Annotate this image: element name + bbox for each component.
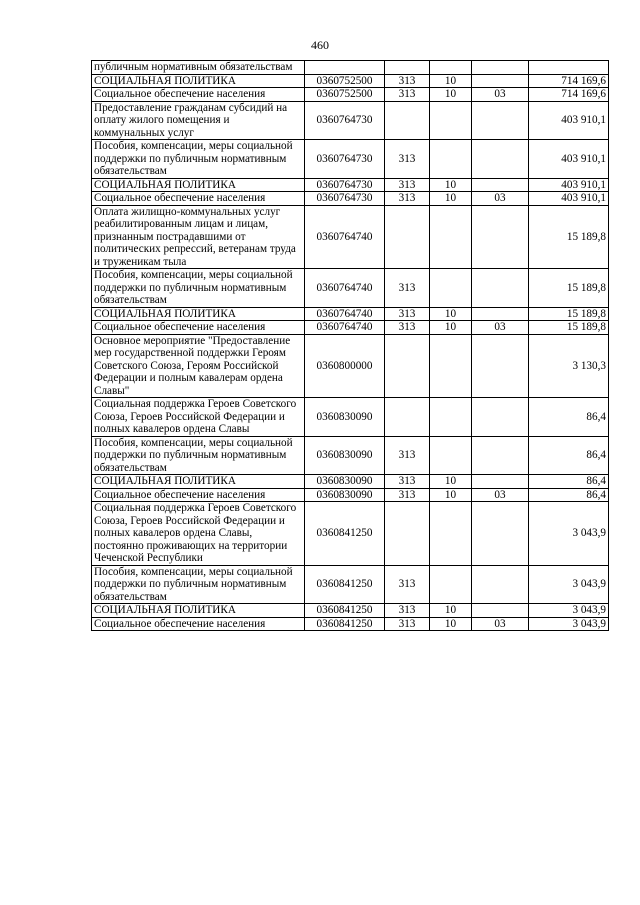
- amount-cell: 714 169,6: [529, 74, 609, 88]
- subsection-code-cell: [472, 398, 529, 437]
- row-name-cell: Социальная поддержка Героев Советского Союза, Героев Российской Федерации и полных кавалеров ордена Славы, постоянно проживающих на территории Чеченской Республики: [92, 502, 305, 566]
- subsection-code-cell: 03: [472, 321, 529, 335]
- subsection-code-cell: 03: [472, 192, 529, 206]
- amount-cell: 86,4: [529, 436, 609, 475]
- target-code-cell: 0360764730: [305, 101, 385, 140]
- section-code-cell: [430, 334, 472, 398]
- row-name-cell: Пособия, компенсации, меры социальной поддержки по публичным нормативным обязательствам: [92, 565, 305, 604]
- amount-cell: 86,4: [529, 488, 609, 502]
- ministry-code-cell: 313: [385, 617, 430, 631]
- subsection-code-cell: [472, 269, 529, 308]
- row-name-cell: Пособия, компенсации, меры социальной поддержки по публичным нормативным обязательствам: [92, 269, 305, 308]
- amount-cell: 86,4: [529, 475, 609, 489]
- page-number: 460: [311, 38, 329, 52]
- row-name-cell: Оплата жилищно-коммунальных услуг реабилитированным лицам и лицам, признанным пострадавшими от политических репрессий, ветеранам труда и труженикам тыла: [92, 205, 305, 269]
- target-code-cell: 0360830090: [305, 436, 385, 475]
- section-code-cell: 10: [430, 488, 472, 502]
- section-code-cell: [430, 61, 472, 75]
- row-name-cell: Социальная поддержка Героев Советского Союза, Героев Российской Федерации и полных кавалеров ордена Славы: [92, 398, 305, 437]
- table-row: [92, 74, 609, 88]
- ministry-code-cell: 313: [385, 88, 430, 102]
- ministry-code-cell: 313: [385, 604, 430, 618]
- section-code-cell: 10: [430, 617, 472, 631]
- row-name-cell: СОЦИАЛЬНАЯ ПОЛИТИКА: [92, 475, 305, 489]
- subsection-code-cell: [472, 101, 529, 140]
- subsection-code-cell: [472, 436, 529, 475]
- section-code-cell: 10: [430, 307, 472, 321]
- budget-table-body: [92, 61, 609, 631]
- section-code-cell: [430, 269, 472, 308]
- ministry-code-cell: [385, 101, 430, 140]
- target-code-cell: 0360764740: [305, 321, 385, 335]
- ministry-code-cell: 313: [385, 140, 430, 179]
- table-row: [92, 475, 609, 489]
- table-row: [92, 488, 609, 502]
- ministry-code-cell: [385, 502, 430, 566]
- target-code-cell: 0360841250: [305, 604, 385, 618]
- row-name-cell: Пособия, компенсации, меры социальной поддержки по публичным нормативным обязательствам: [92, 436, 305, 475]
- subsection-code-cell: 03: [472, 88, 529, 102]
- table-row: [92, 140, 609, 179]
- section-code-cell: 10: [430, 74, 472, 88]
- subsection-code-cell: [472, 334, 529, 398]
- section-code-cell: [430, 436, 472, 475]
- ministry-code-cell: [385, 61, 430, 75]
- table-row: [92, 502, 609, 566]
- table-row: [92, 269, 609, 308]
- table-row: [92, 307, 609, 321]
- target-code-cell: 0360752500: [305, 74, 385, 88]
- row-name-cell: Основное мероприятие "Предоставление мер государственной поддержки Героям Советского Союза, Героям Российской Федерации и полным кавалерам ордена Славы": [92, 334, 305, 398]
- ministry-code-cell: 313: [385, 178, 430, 192]
- amount-cell: 15 189,8: [529, 307, 609, 321]
- ministry-code-cell: 313: [385, 436, 430, 475]
- amount-cell: 15 189,8: [529, 269, 609, 308]
- subsection-code-cell: [472, 475, 529, 489]
- amount-cell: 714 169,6: [529, 88, 609, 102]
- amount-cell: 86,4: [529, 398, 609, 437]
- ministry-code-cell: [385, 398, 430, 437]
- ministry-code-cell: 313: [385, 475, 430, 489]
- table-row: [92, 61, 609, 75]
- section-code-cell: 10: [430, 88, 472, 102]
- row-name-cell: публичным нормативным обязательствам: [92, 61, 305, 75]
- subsection-code-cell: [472, 61, 529, 75]
- target-code-cell: 0360764730: [305, 140, 385, 179]
- subsection-code-cell: [472, 205, 529, 269]
- target-code-cell: 0360830090: [305, 475, 385, 489]
- amount-cell: 3 043,9: [529, 617, 609, 631]
- section-code-cell: 10: [430, 192, 472, 206]
- ministry-code-cell: 313: [385, 307, 430, 321]
- ministry-code-cell: 313: [385, 74, 430, 88]
- target-code-cell: 0360800000: [305, 334, 385, 398]
- target-code-cell: 0360752500: [305, 88, 385, 102]
- ministry-code-cell: [385, 205, 430, 269]
- subsection-code-cell: [472, 140, 529, 179]
- target-code-cell: 0360841250: [305, 565, 385, 604]
- target-code-cell: 0360764730: [305, 192, 385, 206]
- table-row: [92, 565, 609, 604]
- amount-cell: [529, 61, 609, 75]
- target-code-cell: 0360830090: [305, 398, 385, 437]
- row-name-cell: Социальное обеспечение населения: [92, 488, 305, 502]
- target-code-cell: [305, 61, 385, 75]
- amount-cell: 403 910,1: [529, 178, 609, 192]
- ministry-code-cell: [385, 334, 430, 398]
- table-row: [92, 436, 609, 475]
- table-row: [92, 334, 609, 398]
- row-name-cell: СОЦИАЛЬНАЯ ПОЛИТИКА: [92, 178, 305, 192]
- section-code-cell: 10: [430, 475, 472, 489]
- amount-cell: 3 043,9: [529, 604, 609, 618]
- budget-table: [91, 60, 609, 631]
- ministry-code-cell: 313: [385, 488, 430, 502]
- subsection-code-cell: [472, 502, 529, 566]
- amount-cell: 15 189,8: [529, 321, 609, 335]
- row-name-cell: СОЦИАЛЬНАЯ ПОЛИТИКА: [92, 307, 305, 321]
- section-code-cell: 10: [430, 604, 472, 618]
- ministry-code-cell: 313: [385, 192, 430, 206]
- target-code-cell: 0360764740: [305, 205, 385, 269]
- table-row: [92, 178, 609, 192]
- section-code-cell: 10: [430, 321, 472, 335]
- row-name-cell: Социальное обеспечение населения: [92, 88, 305, 102]
- section-code-cell: [430, 398, 472, 437]
- subsection-code-cell: [472, 178, 529, 192]
- subsection-code-cell: 03: [472, 617, 529, 631]
- ministry-code-cell: 313: [385, 565, 430, 604]
- ministry-code-cell: 313: [385, 321, 430, 335]
- amount-cell: 3 043,9: [529, 502, 609, 566]
- ministry-code-cell: 313: [385, 269, 430, 308]
- target-code-cell: 0360841250: [305, 617, 385, 631]
- table-row: [92, 192, 609, 206]
- section-code-cell: [430, 140, 472, 179]
- target-code-cell: 0360841250: [305, 502, 385, 566]
- target-code-cell: 0360764730: [305, 178, 385, 192]
- subsection-code-cell: [472, 74, 529, 88]
- row-name-cell: Социальное обеспечение населения: [92, 321, 305, 335]
- target-code-cell: 0360764740: [305, 307, 385, 321]
- section-code-cell: [430, 101, 472, 140]
- section-code-cell: [430, 502, 472, 566]
- target-code-cell: 0360830090: [305, 488, 385, 502]
- section-code-cell: [430, 565, 472, 604]
- table-row: [92, 101, 609, 140]
- subsection-code-cell: [472, 565, 529, 604]
- table-row: [92, 398, 609, 437]
- amount-cell: 403 910,1: [529, 101, 609, 140]
- target-code-cell: 0360764740: [305, 269, 385, 308]
- section-code-cell: [430, 205, 472, 269]
- amount-cell: 403 910,1: [529, 140, 609, 179]
- table-row: [92, 617, 609, 631]
- subsection-code-cell: 03: [472, 488, 529, 502]
- table-row: [92, 321, 609, 335]
- row-name-cell: Социальное обеспечение населения: [92, 617, 305, 631]
- subsection-code-cell: [472, 604, 529, 618]
- amount-cell: 403 910,1: [529, 192, 609, 206]
- row-name-cell: Пособия, компенсации, меры социальной поддержки по публичным нормативным обязательствам: [92, 140, 305, 179]
- amount-cell: 3 043,9: [529, 565, 609, 604]
- table-row: [92, 604, 609, 618]
- table-row: [92, 205, 609, 269]
- row-name-cell: Предоставление гражданам субсидий на оплату жилого помещения и коммунальных услуг: [92, 101, 305, 140]
- section-code-cell: 10: [430, 178, 472, 192]
- row-name-cell: СОЦИАЛЬНАЯ ПОЛИТИКА: [92, 74, 305, 88]
- table-row: [92, 88, 609, 102]
- amount-cell: 15 189,8: [529, 205, 609, 269]
- subsection-code-cell: [472, 307, 529, 321]
- amount-cell: 3 130,3: [529, 334, 609, 398]
- row-name-cell: СОЦИАЛЬНАЯ ПОЛИТИКА: [92, 604, 305, 618]
- row-name-cell: Социальное обеспечение населения: [92, 192, 305, 206]
